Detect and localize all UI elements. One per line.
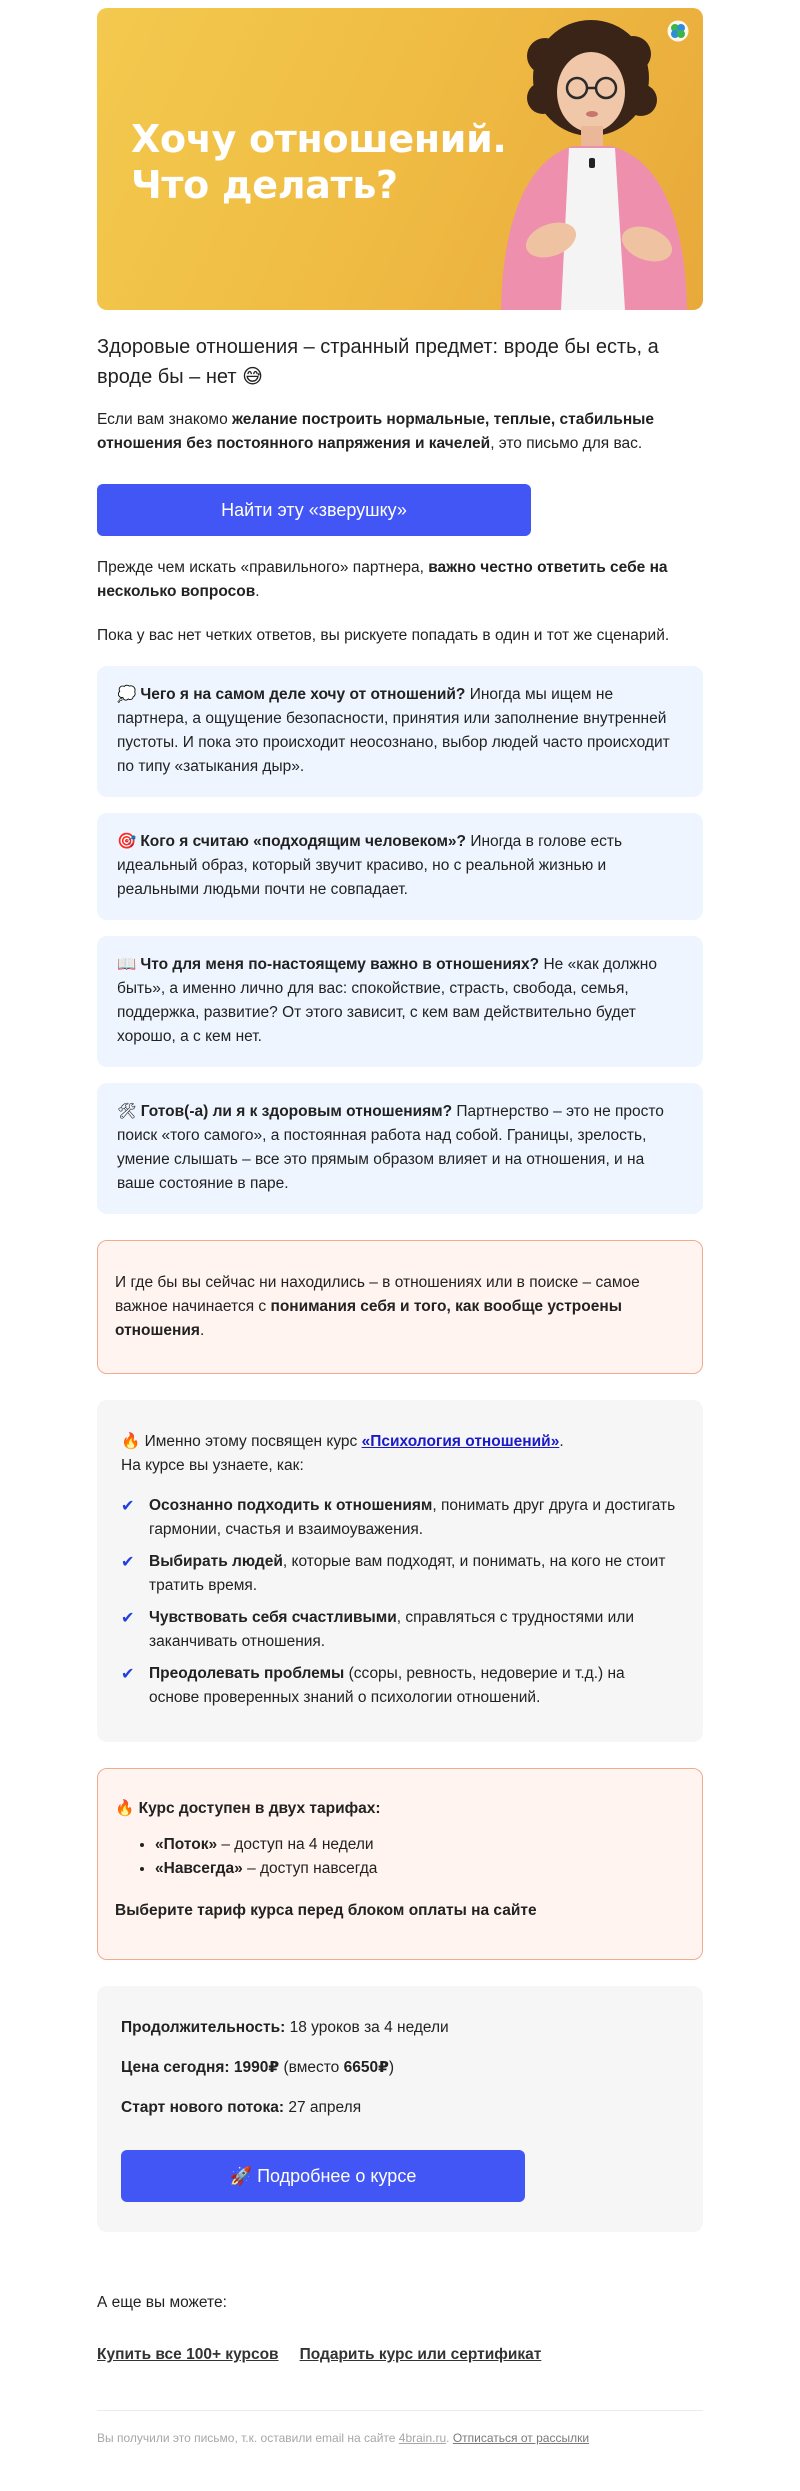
para-risk: Пока у вас нет четких ответов, вы рискуете попадать в один и тот же сценарий. [97, 627, 670, 644]
tariffs-block [97, 1768, 703, 1960]
question-title: Что для меня по-настоящему важно в отношениях? [140, 956, 540, 973]
intro-before: Если вам знакомо [97, 411, 233, 428]
intro-after: , это письмо для вас. [490, 435, 643, 452]
benefit-bold: Преодолевать проблемы [149, 1665, 345, 1682]
tariff-desc: – доступ на 4 недели [217, 1836, 374, 1853]
buy-all-courses-link[interactable]: Купить все 100+ курсов [97, 2346, 279, 2363]
price-old: 6650₽ [343, 2059, 389, 2076]
benefit-bold: Чувствовать себя счастливыми [149, 1609, 397, 1626]
note-before: И где бы вы сейчас ни находились – в отношениях или в поиске – самое важное начинается с [115, 1274, 640, 1315]
note-after: . [199, 1322, 205, 1339]
question-title: Готов(-а) ли я к здоровым отношениям? [140, 1103, 453, 1120]
course-benefits [121, 1494, 679, 1710]
highlight-note [97, 1240, 703, 1374]
hero-title [131, 116, 507, 208]
price-value: 1990₽ [233, 2059, 280, 2076]
tariff-item [155, 1833, 685, 1857]
tariff-desc: – доступ навсегда [242, 1860, 378, 1877]
note-bold: понимания себя и того, как вообще устроены отношения [115, 1298, 622, 1339]
question-title: Чего я на самом деле хочу от отношений? [140, 686, 466, 703]
extra-links [97, 2346, 703, 2364]
tariff-item [155, 1857, 685, 1881]
checkmark-icon: ✔ [121, 1666, 135, 1683]
benefit-item [121, 1606, 679, 1654]
benefit-item [121, 1550, 679, 1598]
duration-label: Продолжительность: [121, 2019, 286, 2036]
tariff-name: «Навсегда» [155, 1860, 243, 1877]
also-text: А еще вы можете: [97, 2294, 227, 2311]
question-text: Иногда мы ищем не партнера, а ощущение безопасности, принятия или заполнение внутренней пустоты. И пока это происходит неосознано, выбор людей часто происходит по типу «затыкания дыр». [117, 686, 670, 775]
price-row [121, 2056, 679, 2080]
start-value: 27 апреля [284, 2099, 362, 2116]
thought-bubble-icon: 💭 [117, 685, 137, 703]
benefit-bold: Выбирать людей [149, 1553, 283, 1570]
unsubscribe-link[interactable]: Отписаться от рассылки [452, 2431, 590, 2445]
site-link[interactable]: 4brain.ru [398, 2431, 447, 2445]
question-card-2 [97, 813, 703, 920]
tariffs-list [155, 1833, 685, 1881]
question-card-3 [97, 936, 703, 1067]
para1-before: Прежде чем искать «правильного» партнера, [97, 559, 429, 576]
intro-text [97, 408, 703, 456]
benefit-rest: , справляться с трудностями или заканчивать отношения. [149, 1609, 634, 1650]
gift-course-link[interactable]: Подарить курс или сертификат [299, 2346, 542, 2363]
benefit-item [121, 1494, 679, 1542]
benefit-text [149, 1494, 679, 1542]
fire-icon: 🔥 [115, 1800, 135, 1817]
tools-icon: 🛠 [117, 1102, 137, 1120]
intro-bold: желание построить нормальные, теплые, стабильные отношения без постоянного напряжения и качелей [97, 411, 655, 452]
checkmark-icon: ✔ [121, 1554, 135, 1571]
checkmark-icon: ✔ [121, 1498, 135, 1515]
tariffs-title [115, 1797, 685, 1821]
question-text: Иногда в голове есть идеальный образ, который звучит красиво, но с реальной жизнью и реальными людьми почти не совпадает. [117, 833, 623, 898]
question-text: Не «как должно быть», а именно лично для вас: спокойствие, страсть, свобода, семья, поддержка, развитие? От этого зависит, с кем вам действительно будет хорошо, а с кем нет. [117, 956, 657, 1045]
duration-row [121, 2016, 679, 2040]
course-block [97, 1400, 703, 1742]
start-row [121, 2096, 679, 2120]
question-card-1 [97, 666, 703, 797]
benefit-text [149, 1606, 679, 1654]
course-details-button[interactable]: 🚀 Подробнее о курсе [121, 2150, 525, 2202]
course-subtitle: На курсе вы узнаете, как: [121, 1457, 304, 1474]
benefit-rest: , которые вам подходят, и понимать, на кого не стоит тратить время. [149, 1553, 666, 1594]
woman-portrait-illustration [473, 8, 703, 310]
tariffs-title-text: Курс доступен в двух тарифах: [134, 1800, 381, 1817]
hero-title-line2: Что делать? [131, 163, 398, 207]
course-link[interactable]: «Психология отношений» [361, 1433, 560, 1450]
tariff-name: «Поток» [155, 1836, 218, 1853]
hero-banner[interactable] [97, 8, 703, 310]
question-card-4 [97, 1083, 703, 1214]
fire-icon: 🔥 [121, 1433, 141, 1450]
find-button[interactable]: Найти эту «зверушку» [97, 484, 531, 536]
price-instead: (вместо [279, 2059, 344, 2076]
benefit-rest: (ссоры, ревность, недоверие и т.д.) на основе проверенных знаний о психологии отношений. [149, 1665, 625, 1706]
para1-after: . [255, 583, 260, 600]
benefit-item [121, 1662, 679, 1710]
start-label: Старт нового потока: [121, 2099, 285, 2116]
course-info-block [97, 1986, 703, 2232]
course-after: . [559, 1433, 564, 1450]
checkmark-icon: ✔ [121, 1610, 135, 1627]
benefit-text [149, 1550, 679, 1598]
lead-text: Здоровые отношения – странный предмет: вроде бы есть, а вроде бы – нет 😅 [97, 336, 659, 388]
benefit-rest: , понимать друг друга и достигать гармонии, счастья и взаимоуважения. [149, 1497, 676, 1538]
para1-bold: важно честно ответить себе на несколько вопросов [97, 559, 668, 600]
course-before: Именно этому посвящен курс [140, 1433, 362, 1450]
benefit-bold: Осознанно подходить к отношениям [149, 1497, 433, 1514]
benefit-text [149, 1662, 679, 1710]
course-intro [121, 1430, 679, 1454]
target-icon: 🎯 [117, 832, 137, 850]
price-label: Цена сегодня: [121, 2059, 234, 2076]
hero-title-line1: Хочу отношений. [131, 117, 507, 161]
duration-value: 18 уроков за 4 недели [285, 2019, 449, 2036]
email-body [97, 0, 703, 2465]
footer-text: Вы получили это письмо, т.к. оставили email на сайте [97, 2431, 399, 2445]
tariffs-choose-note: Выберите тариф курса перед блоком оплаты на сайте [115, 1902, 537, 1919]
footer-sep: . [446, 2431, 453, 2445]
question-text: Партнерство – это не просто поиск «того самого», а постоянная работа над собой. Границы, зрелость, умение слышать – все это прямым образом влияет и на отношения, и на ваше состояние в паре. [117, 1103, 664, 1192]
book-icon: 📖 [117, 955, 137, 973]
para-questions-intro [97, 556, 703, 604]
footer [97, 2410, 703, 2465]
question-title: Кого я считаю «подходящим человеком»? [140, 833, 467, 850]
price-close: ) [388, 2059, 395, 2076]
